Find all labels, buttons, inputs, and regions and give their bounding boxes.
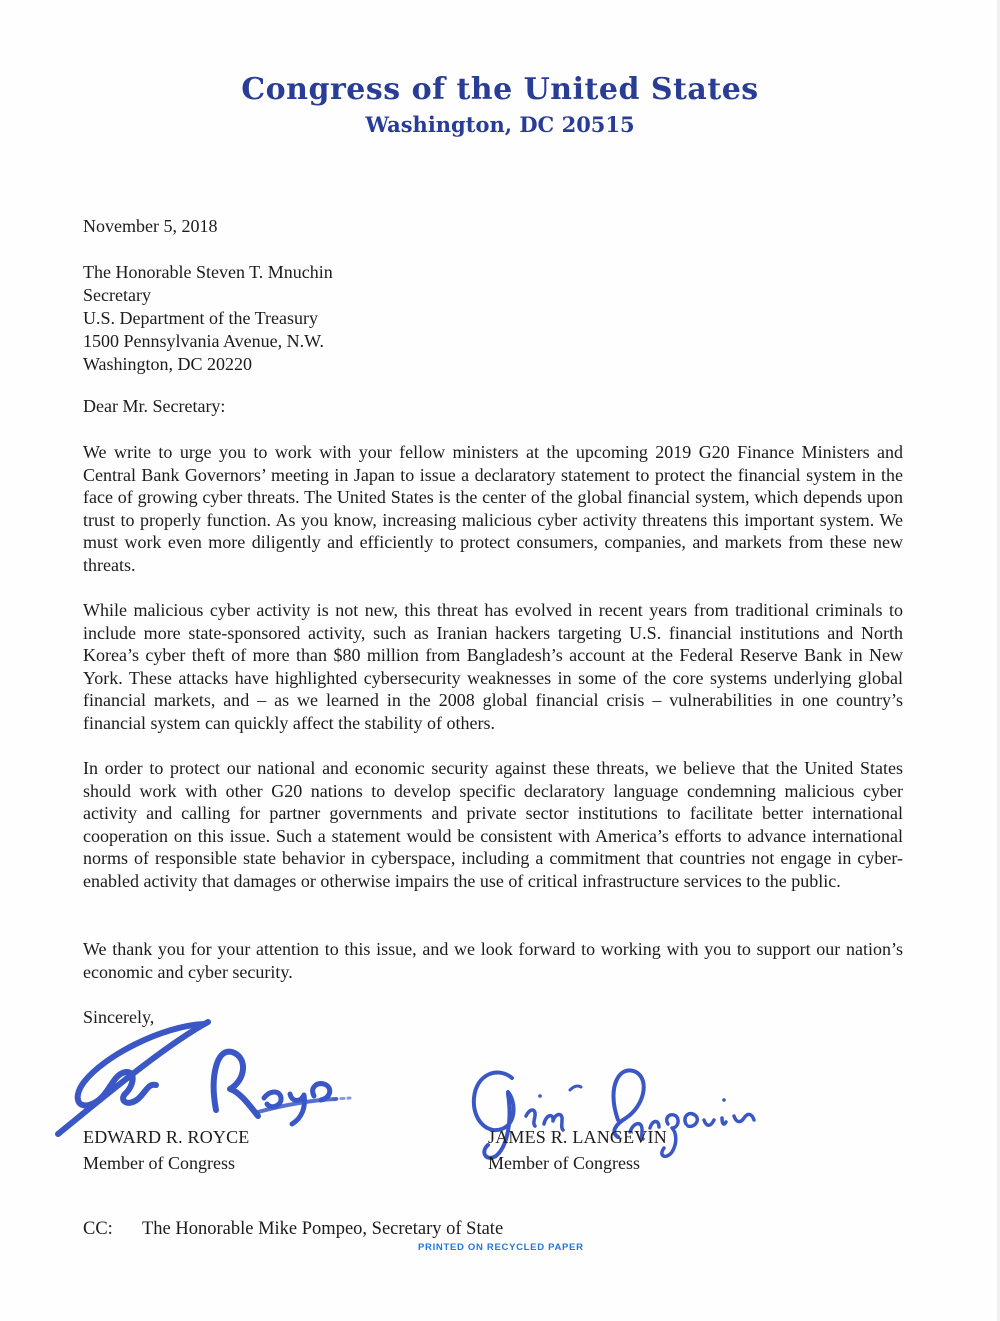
closing-salutation: Sincerely, [83,1007,155,1027]
signer-royce-name: EDWARD R. ROYCE [83,1127,250,1147]
letterhead-title: Congress of the United States [241,72,759,107]
recycled-paper-notice: PRINTED ON RECYCLED PAPER [418,1242,584,1253]
letterhead [0,72,1000,137]
recipient-name: The Honorable Steven T. Mnuchin [83,262,333,282]
signer-langevin-title: Member of Congress [488,1153,640,1173]
body-paragraph-1: We write to urge you to work with your fellow ministers at the upcoming 2019 G20 Finance Ministers and Central Bank Governors’ meeting in Japan to issue a declaratory statement to protect the financial system in the face of growing cyber threats. The United States is the center of the global financial system, which depends upon trust to properly function. As you know, increasing malicious cyber activity threatens this important system. We must work even more diligently and efficiently to protect consumers, companies, and markets from these new threats. [83,442,903,575]
letterhead-address: Washington, DC 20515 [365,112,635,137]
cc-line [83,1219,503,1240]
recipient-title: Secretary [83,285,151,305]
recipient-address-block [83,261,333,376]
signer-langevin [488,1124,667,1176]
signer-langevin-name: JAMES R. LANGEVIN [488,1127,667,1147]
cc-label: CC: [83,1219,113,1239]
royce-signature-image [52,1012,354,1140]
letter-date: November 5, 2018 [83,216,218,236]
recipient-department: U.S. Department of the Treasury [83,308,318,328]
recipient-city: Washington, DC 20220 [83,354,253,374]
body-paragraph-2: While malicious cyber activity is not new, this threat has evolved in recent years from traditional criminals to include more state-sponsored activity, such as Iranian hackers targeting U.S. financial institutions and North Korea’s cyber theft of more than $80 million from Bangladesh’s account at the Federal Reserve Bank in New York. These attacks have highlighted cybersecurity weaknesses in some of the core systems underlying global financial markets, and – as we learned in the 2008 global financial crisis – vulnerabilities in one country’s financial system can quickly affect the stability of others. [83,600,903,733]
body-paragraph-3: In order to protect our national and economic security against these threats, we believe that the United States should work with other G20 nations to develop specific declaratory language condemning malicious cyber activity and calling for partner governments and private sector institutions to facilitate better international cooperation on this issue. Such a statement would be consistent with America’s efforts to advance international norms of responsible state behavior in cyberspace, including a commitment that countries not engage in cyber-enabled activity that damages or otherwise impairs the use of critical infrastructure services to the public. [83,758,903,891]
signer-royce-title: Member of Congress [83,1153,235,1173]
signer-royce [83,1124,250,1176]
cc-recipient: The Honorable Mike Pompeo, Secretary of State [142,1219,504,1239]
body-paragraph-4: We thank you for your attention to this issue, and we look forward to working with you to support our nation’s economic and cyber security. [83,939,903,982]
salutation: Dear Mr. Secretary: [83,396,226,416]
recipient-street: 1500 Pennsylvania Avenue, N.W. [83,331,324,351]
